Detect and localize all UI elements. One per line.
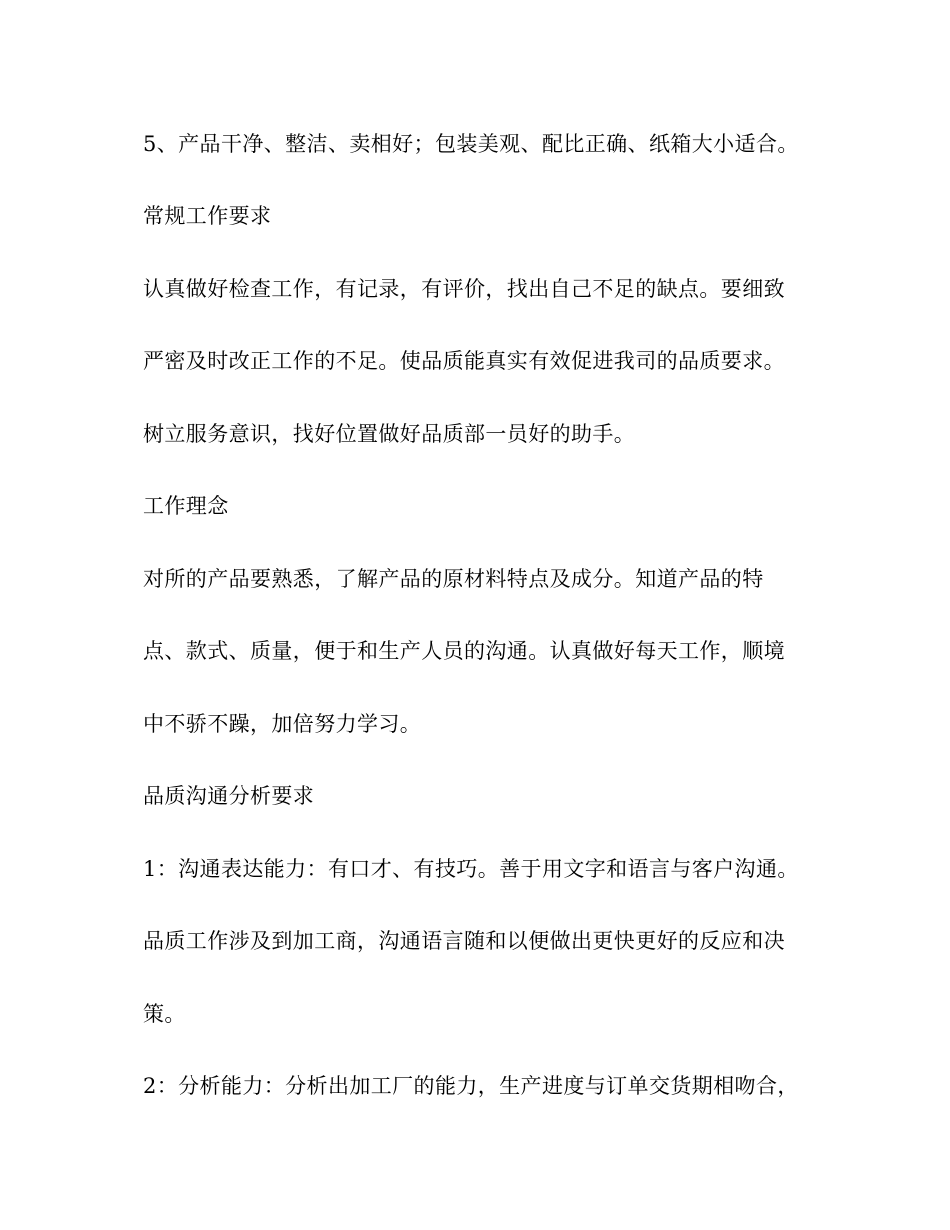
paragraph-line: 2：分析能力：分析出加工厂的能力，生产进度与订单交货期相吻合， <box>143 1074 799 1098</box>
paragraph-line: 认真做好检查工作，有记录，有评价，找出自己不足的缺点。要细致 <box>143 277 785 301</box>
paragraph-line: 品质工作涉及到加工商，沟通语言随和以便做出更快更好的反应和决 <box>143 929 785 953</box>
paragraph-line: 1：沟通表达能力：有口才、有技巧。善于用文字和语言与客户沟通。 <box>143 857 799 881</box>
paragraph-line: 对所的产品要熟悉，了解产品的原材料特点及成分。知道产品的特 <box>143 567 764 591</box>
paragraph-line: 中不骄不躁，加倍努力学习。 <box>143 712 422 736</box>
section-heading: 品质沟通分析要求 <box>143 784 315 808</box>
paragraph-line: 5、产品干净、整洁、卖相好；包装美观、配比正确、纸箱大小适合。 <box>143 132 799 156</box>
paragraph-line: 严密及时改正工作的不足。使品质能真实有效促进我司的品质要求。 <box>143 349 785 373</box>
paragraph-line: 策。 <box>143 1002 186 1026</box>
section-heading: 工作理念 <box>143 494 229 518</box>
section-heading: 常规工作要求 <box>143 204 272 228</box>
paragraph-line: 点、款式、质量，便于和生产人员的沟通。认真做好每天工作，顺境 <box>143 639 785 663</box>
paragraph-line: 树立服务意识，找好位置做好品质部一员好的助手。 <box>143 422 636 446</box>
